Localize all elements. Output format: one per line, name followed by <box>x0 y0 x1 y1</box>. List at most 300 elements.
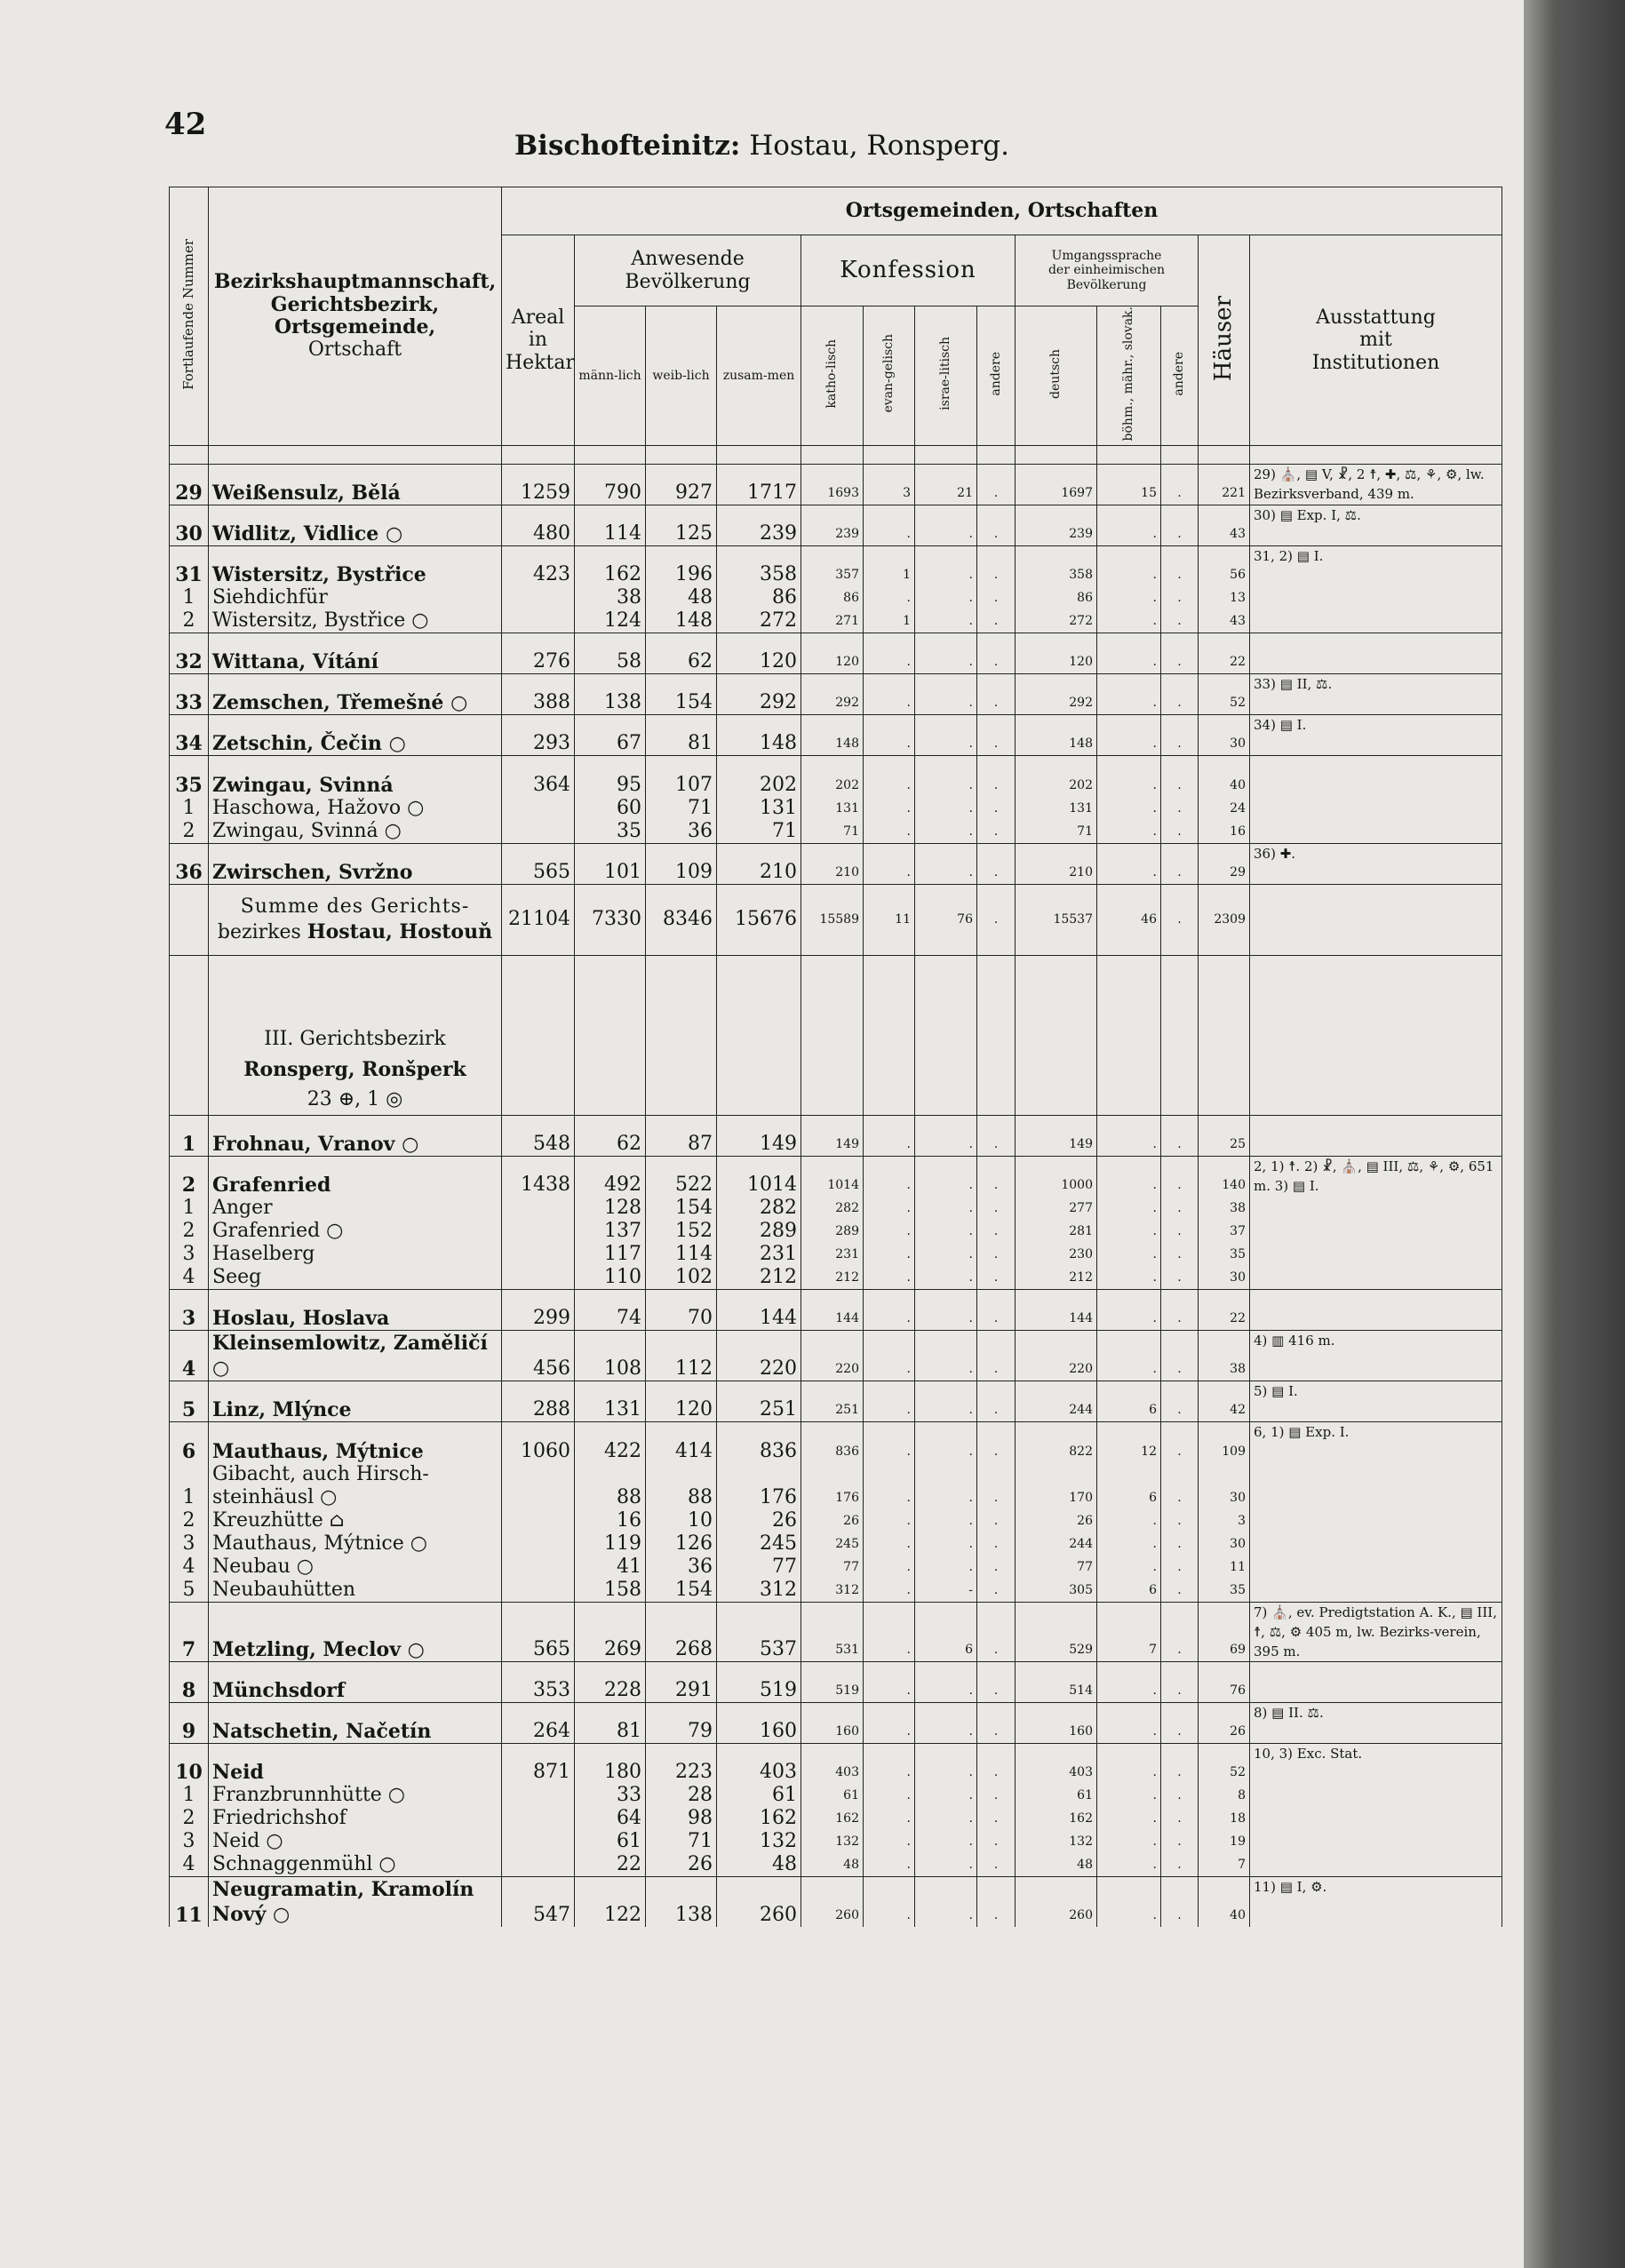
institutions-note: 2, 1) ☨. 2) ☧, ⛪, ▤ III, ⚖, ⚘, ⚙, 651 m. 3) ▤ I. <box>1250 1156 1502 1290</box>
sub-number: 2 <box>170 1220 209 1243</box>
cell-and2: . <box>1161 1422 1199 1463</box>
cell-de: 77 <box>1016 1556 1097 1579</box>
locality-name: Seeg <box>209 1266 502 1290</box>
cell-kat: 357 <box>801 545 864 586</box>
cell-and2: . <box>1161 1877 1199 1928</box>
cell-de: 144 <box>1016 1290 1097 1331</box>
cell-h: 7 <box>1199 1853 1250 1877</box>
sub-number: 4 <box>170 1556 209 1579</box>
header-umgangssprache: Umgangssprache der einheimischen Bevölkerung <box>1016 235 1199 306</box>
areal-value: 353 <box>502 1661 575 1702</box>
cell-de: 220 <box>1016 1331 1097 1381</box>
cell-z: 86 <box>717 586 801 609</box>
cell-isr: . <box>915 674 977 715</box>
header-evangelisch: evan-gelisch <box>864 306 915 446</box>
cell-isr: . <box>915 1266 977 1290</box>
cell-kat: 403 <box>801 1743 864 1784</box>
cell-isr: . <box>915 1156 977 1197</box>
institutions-note: 33) ▤ II, ⚖. <box>1250 674 1502 715</box>
cell-z: 245 <box>717 1532 801 1556</box>
cell-w: 196 <box>646 545 717 586</box>
cell-ev: 3 <box>864 464 915 505</box>
cell-and2: . <box>1161 633 1199 674</box>
header-boehmisch: böhm., mähr., slovak. <box>1097 306 1161 446</box>
cell-w: 109 <box>646 843 717 884</box>
cell-and: . <box>977 1197 1016 1220</box>
institutions-note: 34) ▤ I. <box>1250 715 1502 756</box>
cell-de: 1697 <box>1016 464 1097 505</box>
cell-and: . <box>977 843 1016 884</box>
cell-ev: . <box>864 1266 915 1290</box>
sub-number: 2 <box>170 820 209 844</box>
section-summary: 23 ⊕, 1 ◎ <box>307 1087 403 1110</box>
table-row <box>170 1661 1502 1702</box>
cell-kat: 312 <box>801 1579 864 1603</box>
cell-isr: . <box>915 1422 977 1463</box>
institutions-note <box>1250 756 1502 844</box>
cell-kat: 519 <box>801 1661 864 1702</box>
institutions-note: 5) ▤ I. <box>1250 1381 1502 1422</box>
sub-number: 3 <box>170 1243 209 1266</box>
cell-w: 88 <box>646 1463 717 1509</box>
cell-w: 28 <box>646 1784 717 1807</box>
cell-m: 790 <box>575 464 646 505</box>
table-row <box>170 1422 1502 1463</box>
cell-ev: . <box>864 674 915 715</box>
cell-ev: . <box>864 820 915 844</box>
cell-w: 291 <box>646 1661 717 1702</box>
cell-kat: 61 <box>801 1784 864 1807</box>
table-row <box>170 1743 1502 1784</box>
cell-de: 529 <box>1016 1602 1097 1661</box>
cell-w: 154 <box>646 1197 717 1220</box>
cell-kat: 26 <box>801 1509 864 1532</box>
cell-and2: . <box>1161 1579 1199 1603</box>
cell-and2: . <box>1161 464 1199 505</box>
cell-and2: . <box>1161 1156 1199 1197</box>
cell-isr: . <box>915 1830 977 1853</box>
cell-kat: 71 <box>801 820 864 844</box>
cell-ev: . <box>864 715 915 756</box>
cell-z: 292 <box>717 674 801 715</box>
cell-kat: 245 <box>801 1532 864 1556</box>
cell-h: 22 <box>1199 633 1250 674</box>
cell-z: 77 <box>717 1556 801 1579</box>
cell-and: . <box>977 1579 1016 1603</box>
cell-m: 22 <box>575 1853 646 1877</box>
cell-isr: . <box>915 756 977 797</box>
locality-name: Franzbrunnhütte ○ <box>209 1784 502 1807</box>
areal-value <box>502 1220 575 1243</box>
cell-and: . <box>977 797 1016 820</box>
areal-value <box>502 1807 575 1830</box>
locality-name: Wistersitz, Bystřice ○ <box>209 609 502 633</box>
cell-z: 120 <box>717 633 801 674</box>
header-katholisch: katho-lisch <box>801 306 864 446</box>
cell-boe: . <box>1097 1197 1161 1220</box>
group-number: 30 <box>170 505 209 545</box>
group-number: 2 <box>170 1156 209 1197</box>
group-name: Münchsdorf <box>209 1661 502 1702</box>
areal-value: 871 <box>502 1743 575 1784</box>
institutions-note <box>1250 633 1502 674</box>
group-number: 35 <box>170 756 209 797</box>
cell-and2: . <box>1161 674 1199 715</box>
areal-value: 565 <box>502 843 575 884</box>
cell-z: 149 <box>717 1115 801 1156</box>
cell-z: 836 <box>717 1422 801 1463</box>
cell-boe: 6 <box>1097 1381 1161 1422</box>
cell-kat: 260 <box>801 1877 864 1928</box>
cell-w: 81 <box>646 715 717 756</box>
cell-m: 74 <box>575 1290 646 1331</box>
title-district: Bischofteinitz: <box>514 130 741 162</box>
cell-de: 244 <box>1016 1381 1097 1422</box>
cell-kat: 120 <box>801 633 864 674</box>
cell-m: 114 <box>575 505 646 545</box>
cell-ev: . <box>864 1853 915 1877</box>
cell-boe: . <box>1097 1266 1161 1290</box>
cell-and: . <box>977 1784 1016 1807</box>
group-number: 8 <box>170 1661 209 1702</box>
header-zusammen: zusam-men <box>717 306 801 446</box>
cell-kat: 149 <box>801 1115 864 1156</box>
institutions-note: 29) ⛪, ▤ V, ☧, 2 ☨, ✚, ⚖, ⚘, ⚙, lw. Bezirksverband, 439 m. <box>1250 464 1502 505</box>
areal-value: 1438 <box>502 1156 575 1197</box>
cell-isr: . <box>915 843 977 884</box>
cell-h: 40 <box>1199 1877 1250 1928</box>
cell-m: 67 <box>575 715 646 756</box>
cell-ev: . <box>864 1422 915 1463</box>
cell-and2: . <box>1161 1807 1199 1830</box>
cell-m: 60 <box>575 797 646 820</box>
cell-isr: . <box>915 545 977 586</box>
cell-ev: . <box>864 1556 915 1579</box>
cell-isr: . <box>915 1743 977 1784</box>
areal-value <box>502 820 575 844</box>
group-name: Natschetin, Načetín <box>209 1702 502 1743</box>
statistics-table <box>169 187 1502 1927</box>
cell-w: 138 <box>646 1877 717 1928</box>
cell-de: 403 <box>1016 1743 1097 1784</box>
cell-ev: . <box>864 505 915 545</box>
areal-value: 293 <box>502 715 575 756</box>
group-number: 31 <box>170 545 209 586</box>
cell-ev: . <box>864 1579 915 1603</box>
cell-de: 239 <box>1016 505 1097 545</box>
table-row <box>170 1602 1502 1661</box>
cell-de: 514 <box>1016 1661 1097 1702</box>
areal-value <box>502 1463 575 1509</box>
locality-name: Schnaggenmühl ○ <box>209 1853 502 1877</box>
cell-m: 124 <box>575 609 646 633</box>
locality-name: Neubauhütten <box>209 1579 502 1603</box>
locality-name: Zwingau, Svinná ○ <box>209 820 502 844</box>
cell-m: 492 <box>575 1156 646 1197</box>
sub-number: 1 <box>170 586 209 609</box>
cell-ev: . <box>864 1156 915 1197</box>
cell-w: 26 <box>646 1853 717 1877</box>
cell-h: 52 <box>1199 674 1250 715</box>
header-areal: Areal in Hektar <box>502 235 575 446</box>
cell-h: 56 <box>1199 545 1250 586</box>
cell-isr: . <box>915 1331 977 1381</box>
group-name: Weißensulz, Bělá <box>209 464 502 505</box>
cell-w: 102 <box>646 1266 717 1290</box>
cell-de: 305 <box>1016 1579 1097 1603</box>
areal-value <box>502 1243 575 1266</box>
cell-z: 251 <box>717 1381 801 1422</box>
cell-ev: . <box>864 1509 915 1532</box>
summe-andere-sprache: . <box>1161 884 1199 955</box>
cell-and: . <box>977 545 1016 586</box>
institutions-note: 4) ▥ 416 m. <box>1250 1331 1502 1381</box>
cell-w: 98 <box>646 1807 717 1830</box>
areal-value <box>502 1532 575 1556</box>
header-haeuser: Häuser <box>1199 235 1250 446</box>
cell-and: . <box>977 1853 1016 1877</box>
cell-h: 30 <box>1199 715 1250 756</box>
cell-boe: . <box>1097 715 1161 756</box>
cell-kat: 239 <box>801 505 864 545</box>
cell-isr: . <box>915 1556 977 1579</box>
group-number: 1 <box>170 1115 209 1156</box>
cell-and2: . <box>1161 756 1199 797</box>
cell-and: . <box>977 1220 1016 1243</box>
cell-boe: . <box>1097 1784 1161 1807</box>
institutions-note: 6, 1) ▤ Exp. I. <box>1250 1422 1502 1603</box>
group-name: Zemschen, Třemešné ○ <box>209 674 502 715</box>
table-row <box>170 1331 1502 1381</box>
group-number: 29 <box>170 464 209 505</box>
areal-value: 264 <box>502 1702 575 1743</box>
cell-ev: . <box>864 1243 915 1266</box>
cell-and: . <box>977 820 1016 844</box>
cell-boe: . <box>1097 843 1161 884</box>
cell-isr: . <box>915 820 977 844</box>
group-number: 36 <box>170 843 209 884</box>
institutions-note: 11) ▤ I, ⚙. <box>1250 1877 1502 1928</box>
cell-de: 148 <box>1016 715 1097 756</box>
institutions-note: 36) ✚. <box>1250 843 1502 884</box>
cell-boe: . <box>1097 505 1161 545</box>
cell-h: 30 <box>1199 1532 1250 1556</box>
cell-boe: . <box>1097 1556 1161 1579</box>
group-name: Zwingau, Svinná <box>209 756 502 797</box>
header-deutsch: deutsch <box>1016 306 1097 446</box>
cell-h: 22 <box>1199 1290 1250 1331</box>
table-row <box>170 545 1502 586</box>
cell-m: 269 <box>575 1602 646 1661</box>
cell-ev: . <box>864 1602 915 1661</box>
cell-m: 64 <box>575 1807 646 1830</box>
areal-value: 547 <box>502 1877 575 1928</box>
sub-number: 3 <box>170 1830 209 1853</box>
group-name: Frohnau, Vranov ○ <box>209 1115 502 1156</box>
cell-boe: . <box>1097 1743 1161 1784</box>
cell-h: 35 <box>1199 1579 1250 1603</box>
cell-boe: . <box>1097 1156 1161 1197</box>
cell-ev: . <box>864 1463 915 1509</box>
cell-isr: . <box>915 1807 977 1830</box>
cell-and: . <box>977 1331 1016 1381</box>
cell-m: 81 <box>575 1702 646 1743</box>
cell-h: 11 <box>1199 1556 1250 1579</box>
cell-h: 3 <box>1199 1509 1250 1532</box>
header-maennlich: männ-lich <box>575 306 646 446</box>
locality-name: Grafenried ○ <box>209 1220 502 1243</box>
cell-m: 58 <box>575 633 646 674</box>
header-israelitisch: israe-litisch <box>915 306 977 446</box>
sub-number: 2 <box>170 1509 209 1532</box>
areal-value <box>502 1784 575 1807</box>
table-body-hostau <box>170 445 1502 884</box>
areal-value <box>502 609 575 633</box>
table-row <box>170 756 1502 797</box>
cell-z: 210 <box>717 843 801 884</box>
cell-h: 24 <box>1199 797 1250 820</box>
cell-de: 48 <box>1016 1853 1097 1877</box>
header-andere-konfession: andere <box>977 306 1016 446</box>
title-subdistricts: Hostau, Ronsperg. <box>740 130 1010 162</box>
cell-and: . <box>977 1661 1016 1702</box>
areal-value: 1060 <box>502 1422 575 1463</box>
cell-m: 38 <box>575 586 646 609</box>
cell-h: 43 <box>1199 609 1250 633</box>
group-number: 4 <box>170 1331 209 1381</box>
cell-kat: 292 <box>801 674 864 715</box>
cell-m: 108 <box>575 1331 646 1381</box>
cell-w: 48 <box>646 586 717 609</box>
locality-name: Haselberg <box>209 1243 502 1266</box>
cell-boe: . <box>1097 609 1161 633</box>
cell-h: 30 <box>1199 1266 1250 1290</box>
cell-and: . <box>977 674 1016 715</box>
locality-name: Neid ○ <box>209 1830 502 1853</box>
cell-h: 8 <box>1199 1784 1250 1807</box>
cell-and: . <box>977 1290 1016 1331</box>
header-anwesende: Anwesende Bevölkerung <box>575 235 801 306</box>
cell-z: 148 <box>717 715 801 756</box>
cell-ev: . <box>864 1331 915 1381</box>
cell-and2: . <box>1161 1243 1199 1266</box>
cell-w: 36 <box>646 820 717 844</box>
cell-z: 403 <box>717 1743 801 1784</box>
sub-number: 2 <box>170 609 209 633</box>
cell-w: 414 <box>646 1422 717 1463</box>
cell-isr: . <box>915 1115 977 1156</box>
cell-and2: . <box>1161 843 1199 884</box>
areal-value: 480 <box>502 505 575 545</box>
cell-ev: 1 <box>864 545 915 586</box>
cell-h: 25 <box>1199 1115 1250 1156</box>
cell-kat: 210 <box>801 843 864 884</box>
cell-kat: 160 <box>801 1702 864 1743</box>
cell-and2: . <box>1161 1661 1199 1702</box>
cell-de: 272 <box>1016 609 1097 633</box>
cell-kat: 251 <box>801 1381 864 1422</box>
areal-value <box>502 1556 575 1579</box>
cell-z: 537 <box>717 1602 801 1661</box>
cell-and: . <box>977 1266 1016 1290</box>
cell-boe: 15 <box>1097 464 1161 505</box>
cell-de: 210 <box>1016 843 1097 884</box>
sub-number: 1 <box>170 1463 209 1509</box>
group-number: 32 <box>170 633 209 674</box>
locality-name: Friedrichshof <box>209 1807 502 1830</box>
cell-and: . <box>977 1463 1016 1509</box>
areal-value: 565 <box>502 1602 575 1661</box>
areal-value <box>502 586 575 609</box>
cell-boe: . <box>1097 1509 1161 1532</box>
institutions-note: 7) ⛪, ev. Predigtstation A. K., ▤ III, ☨, ⚖, ⚙ 405 m, lw. Bezirks-verein, 395 m. <box>1250 1602 1502 1661</box>
cell-de: 160 <box>1016 1702 1097 1743</box>
cell-and: . <box>977 1830 1016 1853</box>
cell-h: 18 <box>1199 1807 1250 1830</box>
group-name: Mauthaus, Mýtnice <box>209 1422 502 1463</box>
cell-de: 202 <box>1016 756 1097 797</box>
group-name: Zetschin, Čečin ○ <box>209 715 502 756</box>
locality-name: Neubau ○ <box>209 1556 502 1579</box>
cell-kat: 212 <box>801 1266 864 1290</box>
cell-m: 422 <box>575 1422 646 1463</box>
cell-w: 154 <box>646 1579 717 1603</box>
cell-isr: . <box>915 586 977 609</box>
cell-z: 132 <box>717 1830 801 1853</box>
cell-m: 228 <box>575 1661 646 1702</box>
cell-z: 220 <box>717 1331 801 1381</box>
cell-and: . <box>977 1243 1016 1266</box>
cell-de: 71 <box>1016 820 1097 844</box>
sub-number: 5 <box>170 1579 209 1603</box>
areal-value <box>502 1266 575 1290</box>
locality-name: Kreuzhütte ⌂ <box>209 1509 502 1532</box>
group-name: Metzling, Meclov ○ <box>209 1602 502 1661</box>
cell-ev: . <box>864 1784 915 1807</box>
areal-value <box>502 1197 575 1220</box>
cell-z: 358 <box>717 545 801 586</box>
cell-de: 244 <box>1016 1532 1097 1556</box>
cell-kat: 231 <box>801 1243 864 1266</box>
cell-boe: 12 <box>1097 1422 1161 1463</box>
cell-z: 260 <box>717 1877 801 1928</box>
cell-kat: 289 <box>801 1220 864 1243</box>
locality-name: Gibacht, auch Hirsch-steinhäusl ○ <box>209 1463 502 1509</box>
cell-h: 109 <box>1199 1422 1250 1463</box>
sub-number: 4 <box>170 1266 209 1290</box>
cell-and: . <box>977 633 1016 674</box>
cell-isr: . <box>915 1220 977 1243</box>
cell-isr: . <box>915 1853 977 1877</box>
locality-name: Haschowa, Hažovo ○ <box>209 797 502 820</box>
cell-ev: . <box>864 1877 915 1928</box>
cell-z: 160 <box>717 1702 801 1743</box>
sub-number: 3 <box>170 1532 209 1556</box>
cell-isr: . <box>915 1661 977 1702</box>
group-name: Neugramatin, Kramolín Nový ○ <box>209 1877 502 1928</box>
summe-deutsch: 15537 <box>1016 884 1097 955</box>
header-ausstattung: Ausstattung mit Institutionen <box>1250 235 1502 446</box>
cell-boe: . <box>1097 674 1161 715</box>
table-row <box>170 674 1502 715</box>
cell-de: 212 <box>1016 1266 1097 1290</box>
summe-israelitisch: 76 <box>915 884 977 955</box>
cell-m: 119 <box>575 1532 646 1556</box>
cell-boe: . <box>1097 1853 1161 1877</box>
areal-value: 276 <box>502 633 575 674</box>
cell-isr: . <box>915 1784 977 1807</box>
cell-ev: . <box>864 1197 915 1220</box>
